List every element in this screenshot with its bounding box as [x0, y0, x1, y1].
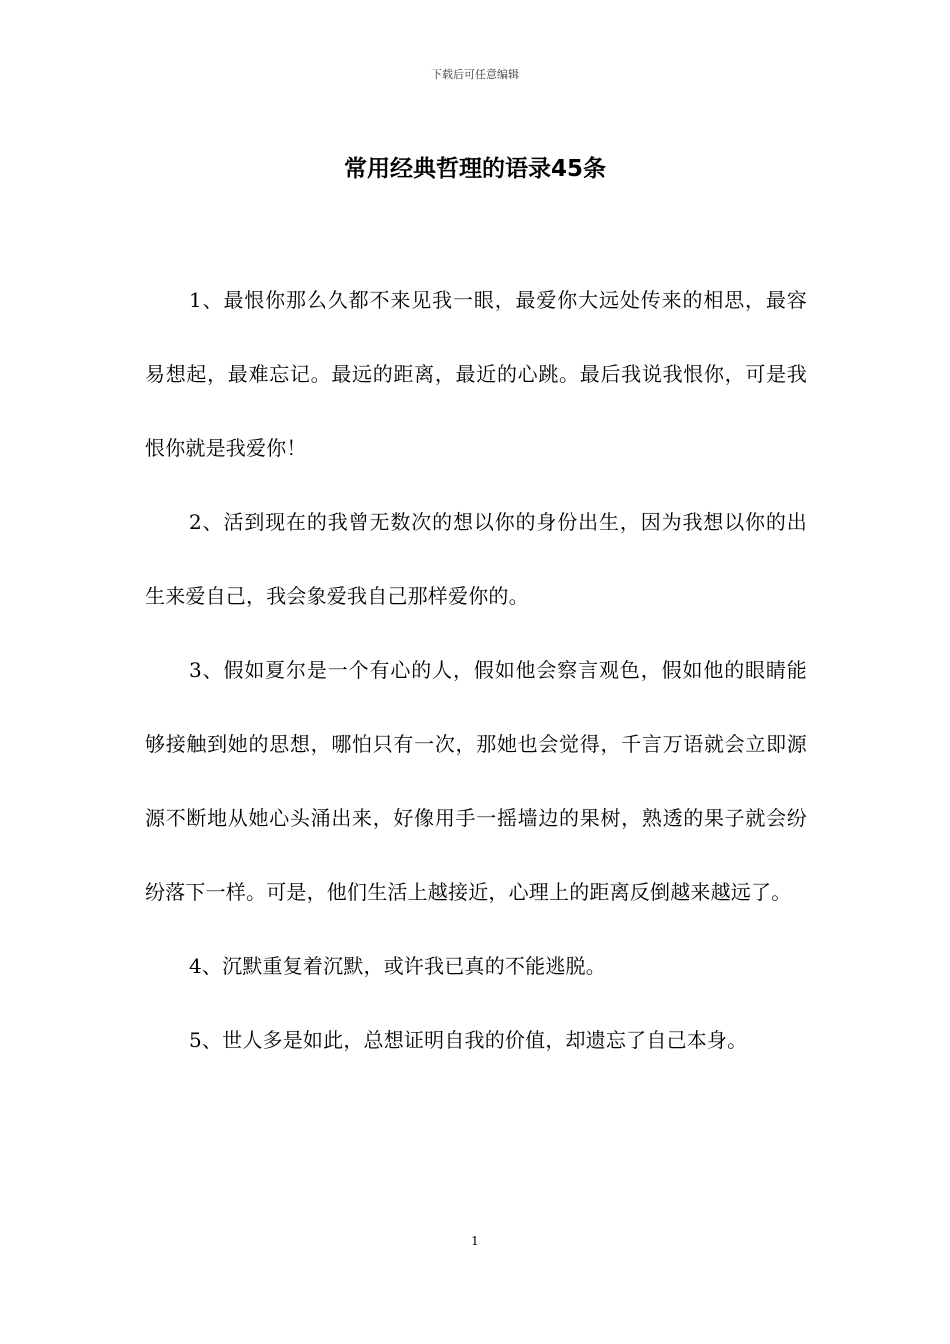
- paragraph-3: 3、假如夏尔是一个有心的人，假如他会察言观色，假如他的眼睛能够接触到她的思想，哪怕只有一次，那她也会觉得，千言万语就会立即源源不断地从她心头涌出来，好像用手一摇墙边的果树，熟透的果子就会纷纷落下一样。可是，他们生活上越接近，心理上的距离反倒越来越远了。: [145, 658, 807, 904]
- paragraph-5: 5、世人多是如此，总想证明自我的价值，却遗忘了自己本身。: [189, 1028, 748, 1052]
- document-title: 常用经典哲理的语录45条: [343, 156, 606, 182]
- paragraph-2: 2、活到现在的我曾无数次的想以你的身份出生，因为我想以你的出生来爱自己，我会象爱我自己那样爱你的。: [145, 510, 807, 608]
- header-note: 下载后可任意编辑: [431, 68, 519, 81]
- page-number: 1: [471, 1234, 479, 1248]
- paragraph-4: 4、沉默重复着沉默，或许我已真的不能逃脱。: [189, 954, 606, 978]
- document-body: [145, 263, 807, 1077]
- paragraph-1: 1、最恨你那么久都不来见我一眼，最爱你大远处传来的相思，最容易想起，最难忘记。最远的距离，最近的心跳。最后我说我恨你，可是我恨你就是我爱你！: [145, 288, 807, 460]
